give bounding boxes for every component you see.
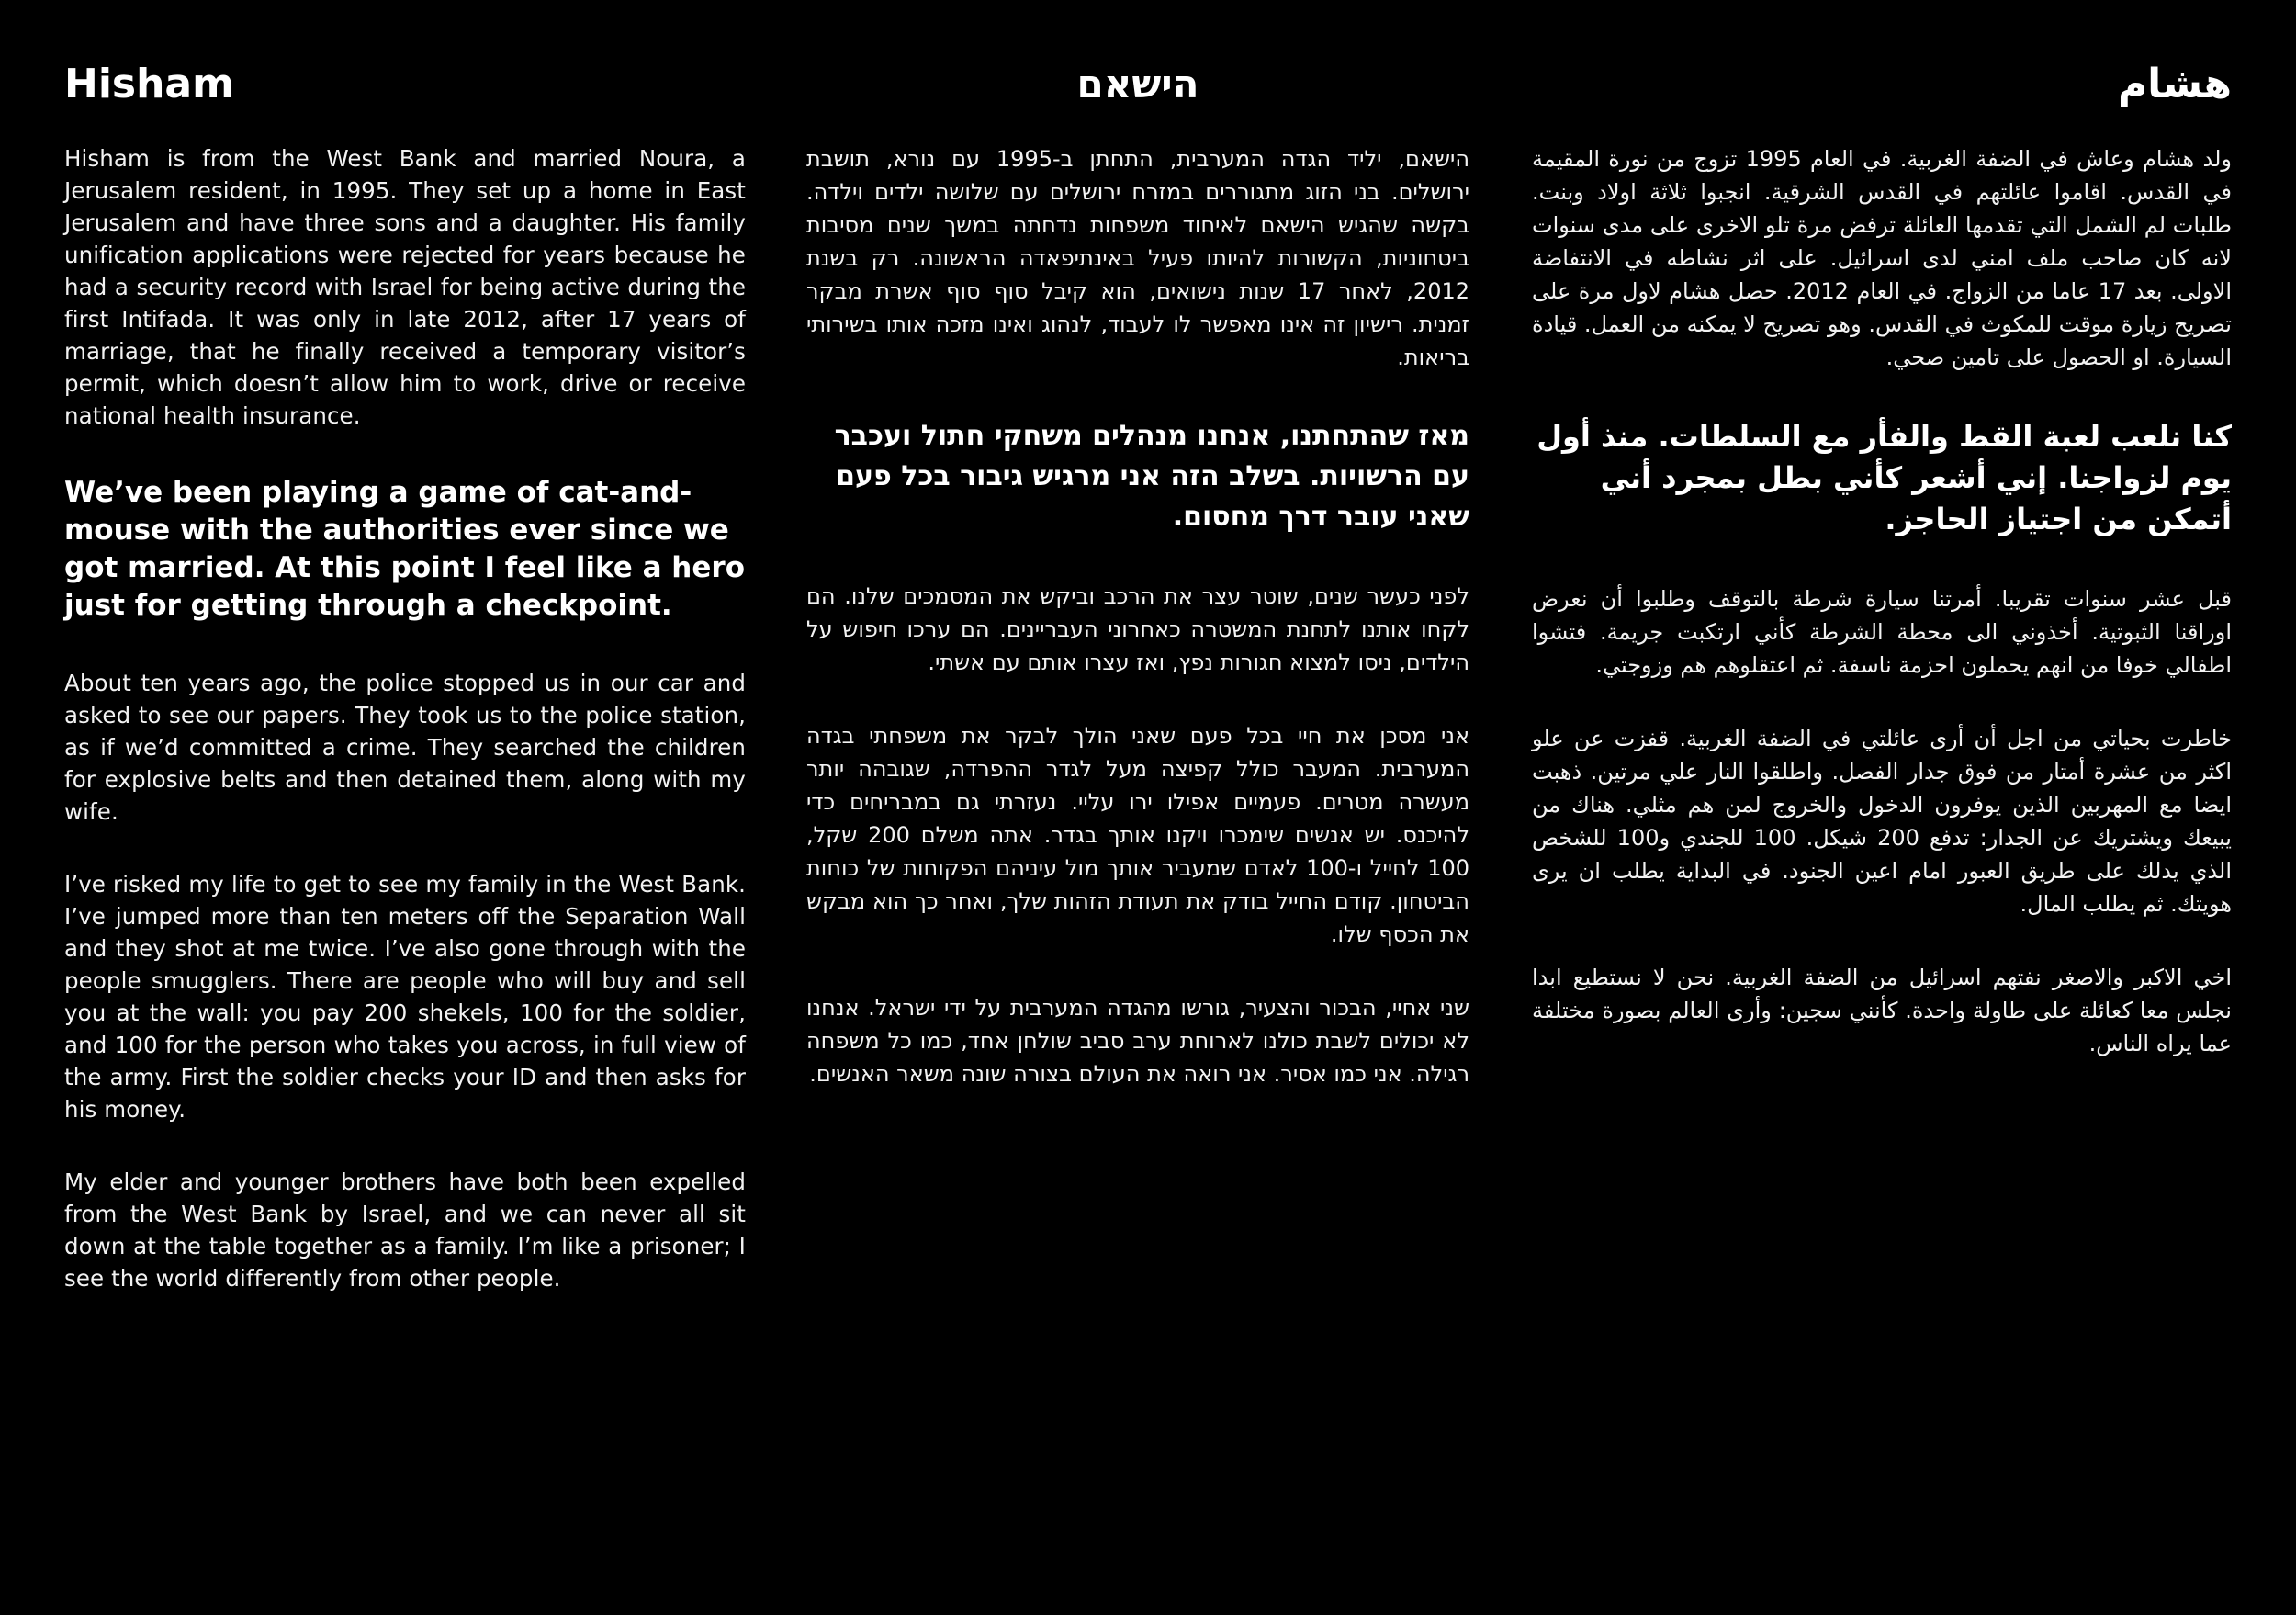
hebrew-body <box>806 142 1469 1090</box>
arabic-paragraph-1: قبل عشر سنوات تقريبا. أمرتنا سيارة شرطة بالتوقف وطلبوا أن نعرض اوراقنا الثبوتية. أخذوني الى محطة الشرطة كأني ارتكبت جريمة. فتشوا اطفالي خوفا من انهم يحملون احزمة ناسفة. ثم اعتقلوهم هم وزوجتي. <box>1532 586 2232 678</box>
hebrew-paragraph-2: אני מסכן את חיי בכל פעם שאני הולך לבקר את משפחתי בגדה המערבית. המעבר כולל קפיצה מעל לגדר ההפרדה, שגובהה יותר מעשרה מטרים. פעמיים אפילו ירו עליי. נעזרתי גם במבריחים כדי להיכנס. יש אנשים שימכרו ויקנו אותך בגדר. אתה משלם 200 שקל, 100 לחייל ו-100 לאדם שמעביר אותך מול עיניהם הפקוחות של כוחות הביטחון. קודם החייל בודק את תעודת הזהות שלך, ואחר כך הוא מבקש את הכסף שלו. <box>806 723 1469 947</box>
english-pull-quote: We’ve been playing a game of cat-and-mouse with the authorities ever since we got married. At this point I feel like a hero just for getting through a checkpoint. <box>64 476 745 622</box>
arabic-title: هشام <box>2117 61 2232 107</box>
english-column <box>64 0 746 1615</box>
arabic-paragraph-3: اخي الاكبر والاصغر نفتهم اسرائيل من الضفة الغربية. نحن لا نستطيع ابدا نجلس معا كعائلة على طاولة واحدة. كأنني سجين: وأرى العالم بصورة مختلفة عما يراه الناس. <box>1532 965 2232 1056</box>
hebrew-paragraph-1: לפני כעשר שנים, שוטר עצר את הרכב וביקש את המסמכים שלנו. הם לקחו אותנו לתחנת המשטרה כאחרוני העבריינים. הם ערכו חיפוש על הילדים, ניסו למצוא חגורות נפץ, ואז עצרו אותם עם אשתי. <box>806 583 1469 675</box>
arabic-intro-paragraph: ولد هشام وعاش في الضفة الغربية. في العام 1995 تزوج من نورة المقيمة في القدس. اقاموا عائلتهم في القدس الشرقية. انجبوا ثلاثة اولاد وبنت. طلبات لم الشمل التي تقدمها العائلة ترفض مرة تلو الاخرى على مدى سنوات لانه كان صاحب ملف امني لدى اسرائيل. على اثر نشاطه في الانتفاضة الاولى. بعد 17 عاما من الزواج. في العام 2012. حصل هشام لاول مرة على تصريح زيارة موقت للمكوث في القدس. وهو تصريح لا يمكنه من العمل. قيادة السيارة. او الحصول على تامين صحي. <box>1532 146 2232 370</box>
english-paragraph-1: About ten years ago, the police stopped us in our car and asked to see our papers. They took us to the police station, as if we’d committed a crime. They searched the children for explosive belts and then detained them, along with my wife. <box>64 670 746 825</box>
english-paragraph-3: My elder and younger brothers have both been expelled from the West Bank by Israel, and we can never all sit down at the table together as a family. I’m like a prisoner; I see the world differently from other people. <box>64 1169 746 1292</box>
arabic-column <box>1532 0 2232 1615</box>
hebrew-pull-quote: מאז שהתחתנו, אנחנו מנהלים משחקי חתול ועכבר עם הרשויות. בשלב הזה אני מרגיש גיבור בכל פעם שאני עובר דרך מחסום. <box>834 420 1469 533</box>
english-paragraph-2: I’ve risked my life to get to see my family in the West Bank. I’ve jumped more than ten meters off the Separation Wall and they shot at me twice. I’ve also gone through with the people smugglers. There are people who will buy and sell you at the wall: you pay 200 shekels, 100 for the soldier, and 100 for the person who takes you across, in full view of the army. First the soldier checks your ID and then asks for his money. <box>64 871 746 1123</box>
english-title: Hisham <box>64 61 234 107</box>
arabic-paragraph-2: خاطرت بحياتي من اجل أن أرى عائلتي في الضفة الغربية. قفزت عن علو اكثر من عشرة أمتار من فوق جدار الفصل. واطلقوا النار علي مرتين. ذهبت ايضا مع المهربين الذين يوفرون الدخول والخروج لمن هم مثلي. هناك من يبيعك ويشتريك عن الجدار: تدفع 200 شيكل. 100 للجندي و100 للشخص الذي يدلك على طريق العبور امام اعين الجنود. في البداية يطلب ان يرى هويتك. ثم يطلب المال. <box>1532 726 2232 917</box>
hebrew-intro-paragraph: הישאם, יליד הגדה המערבית, התחתן ב-1995 עם נורא, תושבת ירושלים. בני הזוג מתגוררים במזרח ירושלים עם שלושה ילדים וילדה. בקשה שהגיש הישאם לאיחוד משפחות נדחתה במשך שנים מסיבות ביטחוניות, הקשורות להיותו פעיל באינתיפאדה הראשונה. רק בשנת 2012, לאחר 17 שנות נישואים, הוא קיבל סוף סוף אשרת מבקר זמנית. רישיון זה אינו מאפשר לו לעבוד, לנהוג ואינו מזכה אותו בשירותי בריאות. <box>806 146 1470 370</box>
arabic-body <box>1532 142 2232 1060</box>
english-intro-paragraph: Hisham is from the West Bank and married Noura, a Jerusalem resident, in 1995. They set up a home in East Jerusalem and have three sons and a daughter. His family unification applications were rejected for years because he had a security record with Israel for being active during the first Intifada. It was only in late 2012, after 17 years of marriage, that he finally received a temporary visitor’s permit, which doesn’t allow him to work, drive or receive national health insurance. <box>64 145 746 429</box>
hebrew-column <box>806 0 1469 1615</box>
english-body <box>64 142 746 1294</box>
hebrew-title: הישאם <box>1076 62 1199 107</box>
hebrew-paragraph-3: שני אחיי, הבכור והצעיר, גורשו מהגדה המערבית על ידי ישראל. אנחנו לא יכולים לשבת כולנו לארוחת ערב סביב שולחן אחד, כמו כל משפחה רגילה. אני כמו אסיר. אני רואה את העולם בצורה שונה משאר האנשים. <box>806 995 1469 1087</box>
arabic-pull-quote: كنا نلعب لعبة القط والفأر مع السلطات. منذ أول يوم لزواجنا. إني أشعر كأني بطل بمجرد أني أتمكن من اجتياز الحاجز. <box>1536 419 2232 536</box>
